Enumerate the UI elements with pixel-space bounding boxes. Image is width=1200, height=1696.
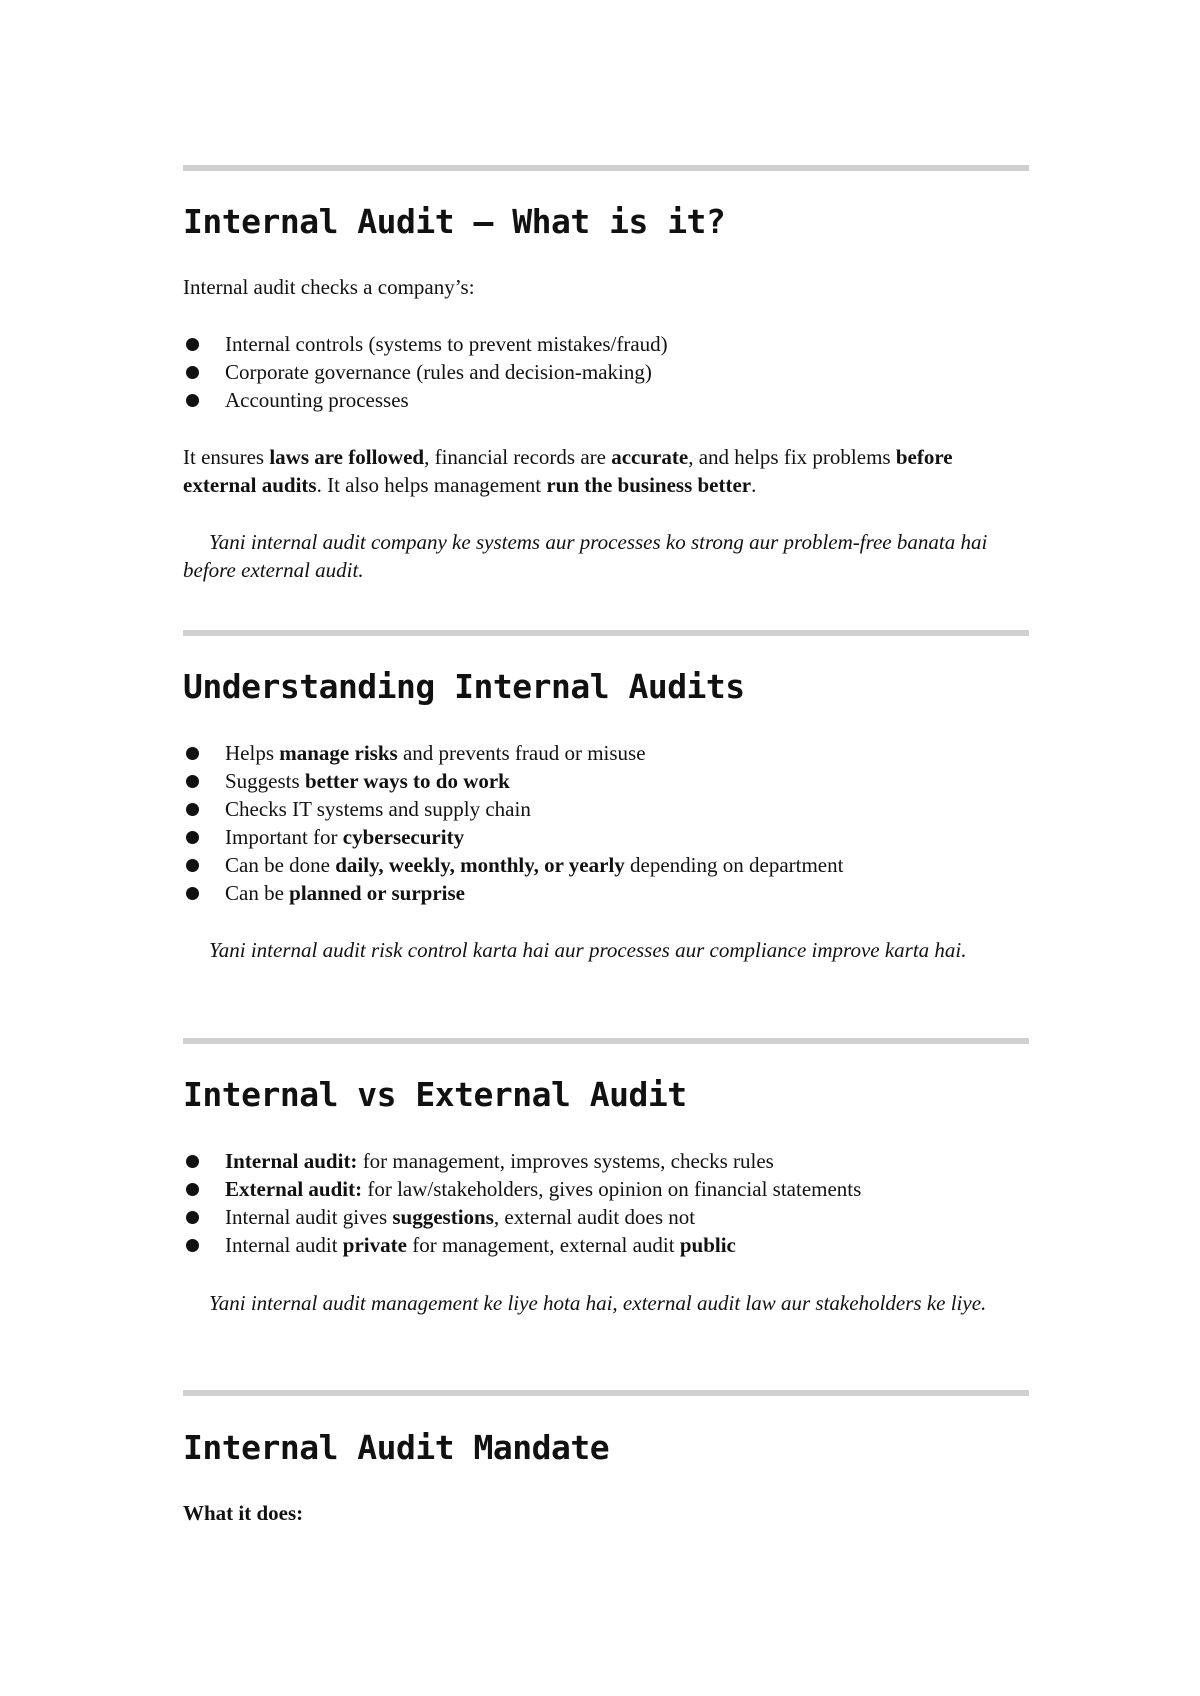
bullet-icon: [186, 887, 199, 900]
bullet-icon: [186, 1211, 199, 1224]
list-item: Can be planned or surprise: [183, 879, 1029, 907]
list-item: Internal audit gives suggestions, external audit does not: [183, 1203, 1029, 1231]
bullet-icon: [186, 338, 199, 351]
section-title: Internal vs External Audit: [183, 1075, 687, 1114]
list-item: Corporate governance (rules and decision-making): [183, 358, 1029, 386]
list-item: Important for cybersecurity: [183, 823, 1029, 851]
list-item: Internal controls (systems to prevent mistakes/fraud): [183, 330, 1029, 358]
list-item: Internal audit: for management, improves systems, checks rules: [183, 1147, 1029, 1175]
section-title: Internal Audit – What is it?: [183, 202, 726, 241]
section-divider: [183, 165, 1029, 171]
section-paragraph: It ensures laws are followed, financial records are accurate, and helps fix problems before external audits. It also helps management run the business better.: [183, 445, 953, 497]
bullet-icon: [186, 1155, 199, 1168]
section-divider: [183, 630, 1029, 636]
bullet-list: [183, 1147, 1029, 1259]
bullet-icon: [186, 831, 199, 844]
section-divider: [183, 1390, 1029, 1396]
bullet-icon: [186, 775, 199, 788]
bullet-icon: [186, 366, 199, 379]
bullet-list: [183, 330, 1029, 414]
summary-note: Yani internal audit company ke systems aur processes ko strong aur problem-free banata hai before external audit.: [183, 530, 988, 582]
section-divider: [183, 1038, 1029, 1044]
list-item: Suggests better ways to do work: [183, 767, 1029, 795]
list-item: External audit: for law/stakeholders, gives opinion on financial statements: [183, 1175, 1029, 1203]
bullet-icon: [186, 1183, 199, 1196]
bullet-icon: [186, 859, 199, 872]
bullet-icon: [186, 1239, 199, 1252]
section-subheading: What it does:: [183, 1501, 304, 1525]
summary-note: Yani internal audit risk control karta hai aur processes aur compliance improve karta hai.: [209, 938, 967, 962]
bullet-icon: [186, 803, 199, 816]
list-item: Internal audit private for management, external audit public: [183, 1231, 1029, 1259]
list-item: Checks IT systems and supply chain: [183, 795, 1029, 823]
list-item: Accounting processes: [183, 386, 1029, 414]
summary-note: Yani internal audit management ke liye hota hai, external audit law aur stakeholders ke liye.: [209, 1291, 987, 1315]
section-intro: Internal audit checks a company’s:: [183, 275, 475, 299]
bullet-list: [183, 739, 1029, 907]
list-item: Helps manage risks and prevents fraud or misuse: [183, 739, 1029, 767]
list-item: Can be done daily, weekly, monthly, or yearly depending on department: [183, 851, 1029, 879]
section-title: Internal Audit Mandate: [183, 1428, 610, 1467]
bullet-icon: [186, 747, 199, 760]
bullet-icon: [186, 394, 199, 407]
section-title: Understanding Internal Audits: [183, 667, 745, 706]
